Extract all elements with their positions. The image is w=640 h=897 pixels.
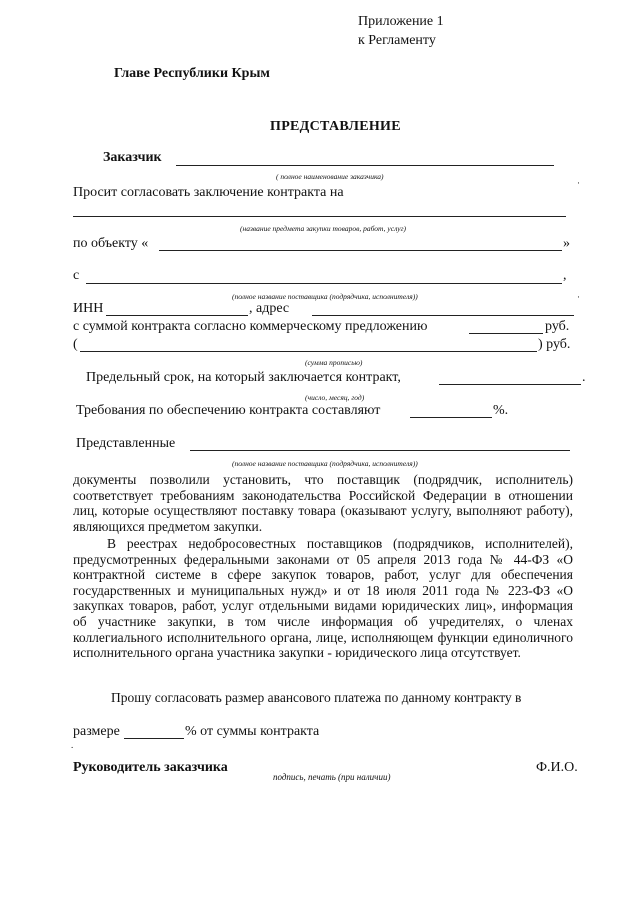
paragraph-registry: В реестрах недобросовестных поставщиков (подрядчиков, исполнителей), предусмотренных федеральными законами от 05 апреля 2013 года № 44-ФЗ «О контрактной системе в сфере закупок товаров, работ, услуг для обеспечения государственных и муниципальных нужд» и от 18 июля 2011 года № 223-ФЗ «О закупках товаров, работ, услуг отдельными видами юридических лиц», информация об участнике закупки, в том числе информация об учредителях, о членах коллегиального исполнительного органа, лице, исполняющем функции единоличного исполнительного органа участника закупки - юридического лица отсутствует. (73, 536, 573, 661)
scan-mark: · (577, 292, 580, 302)
object-field[interactable] (159, 250, 562, 251)
advance-size-suffix: % от суммы контракта (185, 724, 320, 739)
sum-text: с суммой контракта согласно коммерческому предложению (73, 319, 428, 334)
object-label: по объекту « (73, 236, 149, 251)
request-text: Просит согласовать заключение контракта на (73, 185, 344, 200)
supplier-comma: , (563, 268, 567, 283)
scan-mark: · (577, 178, 580, 188)
customer-name-field[interactable] (176, 165, 554, 166)
deadline-caption: (число, месяц, год) (305, 393, 365, 402)
appendix-number: Приложение 1 (358, 14, 444, 29)
sum-words-field[interactable] (80, 351, 537, 352)
advance-size-label: размере (73, 724, 120, 739)
address-label: , адрес (249, 301, 290, 316)
procurement-subject-field[interactable] (73, 216, 566, 217)
inn-field[interactable] (106, 315, 248, 316)
paragraph-compliance: документы позволили установить, что поставщик (подрядчик, исполнитель) соответствует требованиям законодательства Российской Федерации в отношении лиц, которые осуществляют поставку товара (оказывают услугу, выполняют работу), являющихся предметом закупки. (73, 472, 573, 534)
sum-open-paren: ( (73, 337, 78, 352)
sum-words-caption: (сумма прописью) (305, 358, 363, 367)
presented-supplier-field[interactable] (190, 450, 570, 451)
addressee: Главе Республики Крым (114, 66, 270, 81)
sum-amount-field[interactable] (469, 333, 543, 334)
inn-label: ИНН (73, 301, 104, 316)
supplier-label: с (73, 268, 80, 283)
presented-label: Представленные (76, 436, 176, 451)
sum-close-paren: ) руб. (538, 337, 571, 352)
deadline-text: Предельный срок, на который заключается контракт, (86, 370, 401, 385)
presented-caption: (полное название поставщика (подрядчика, исполнителя)) (232, 459, 418, 468)
customer-label: Заказчик (103, 150, 162, 165)
deadline-field[interactable] (439, 384, 581, 385)
procurement-subject-caption: (название предмета закупки товаров, работ, услуг) (240, 224, 406, 233)
signatory-role: Руководитель заказчика (73, 760, 228, 775)
supplier-caption: (полное название поставщика (подрядчика, исполнителя)) (232, 292, 418, 301)
advance-percent-field[interactable] (124, 738, 184, 739)
security-unit: %. (493, 403, 509, 418)
security-percent-field[interactable] (410, 417, 492, 418)
sum-currency: руб. (545, 319, 570, 334)
deadline-end: . (582, 370, 586, 385)
customer-caption: ( полное наименование заказчика) (276, 172, 384, 181)
supplier-name-field[interactable] (86, 283, 562, 284)
security-text: Требования по обеспечению контракта составляют (76, 403, 381, 418)
signatory-name-label: Ф.И.О. (536, 760, 578, 775)
advance-request: Прошу согласовать размер авансового платежа по данному контракту в (111, 690, 522, 705)
appendix-reference: к Регламенту (358, 33, 436, 48)
address-field[interactable] (312, 315, 574, 316)
signature-caption: подпись, печать (при наличии) (273, 772, 391, 782)
page-title: ПРЕДСТАВЛЕНИЕ (270, 119, 401, 134)
scan-mark: . (71, 740, 74, 750)
object-close-quote: » (563, 236, 570, 251)
